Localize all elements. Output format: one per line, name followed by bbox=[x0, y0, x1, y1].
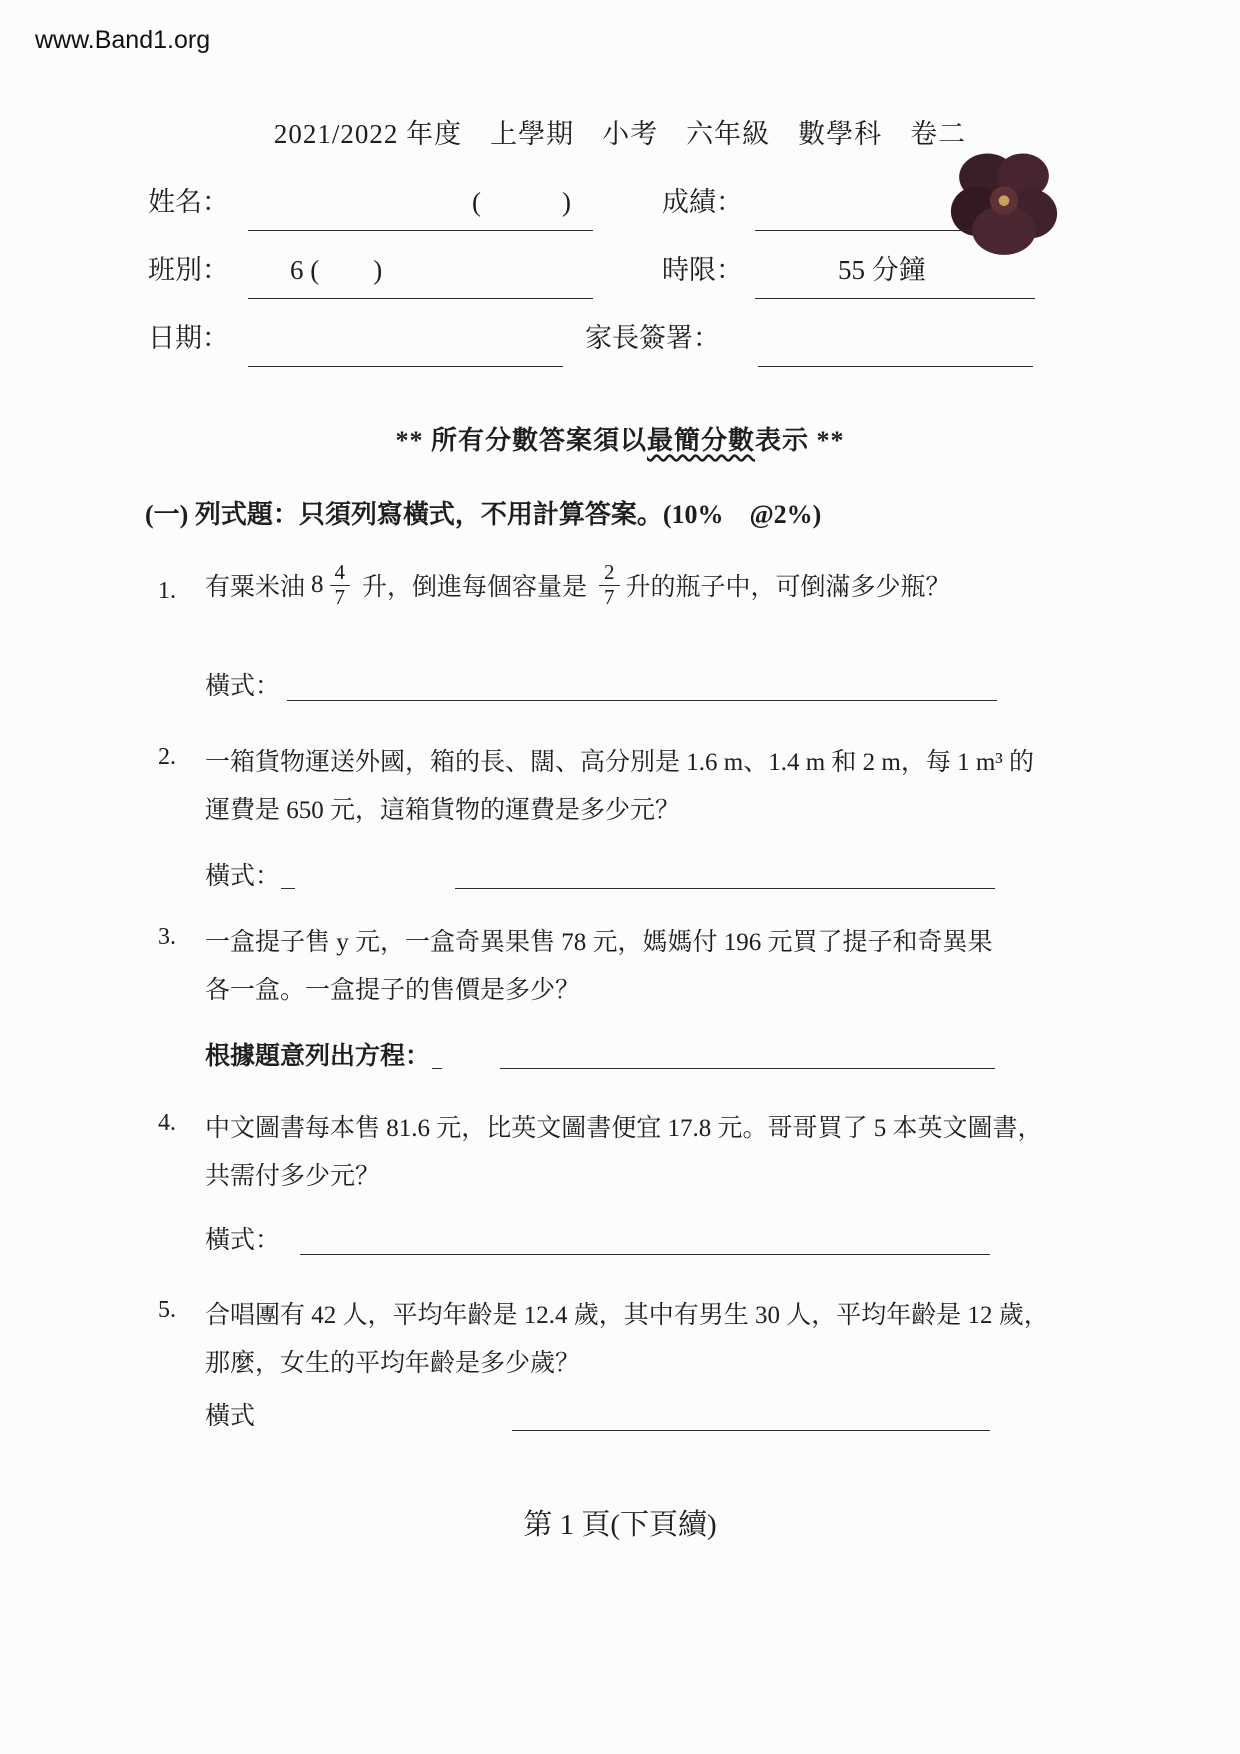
question-2-answer-line bbox=[455, 888, 995, 889]
fraction-notice bbox=[0, 420, 1240, 457]
question-2-line2: 運費是 650 元，這箱貨物的運費是多少元？ bbox=[205, 797, 681, 824]
flower-image bbox=[945, 142, 1063, 264]
class-value: 6 ( ) bbox=[290, 255, 383, 285]
date-line bbox=[248, 366, 563, 367]
question-2-answer-mark bbox=[281, 888, 295, 889]
page-footer: 第 1 頁(下頁續) bbox=[523, 1509, 717, 1541]
question-1-text bbox=[205, 552, 957, 618]
class-label: 班別： bbox=[148, 255, 229, 285]
question-4-number: 4. bbox=[158, 1110, 176, 1136]
question-2-answer-label: 橫式： bbox=[205, 863, 281, 890]
question-5-number: 5. bbox=[158, 1297, 176, 1323]
question-1-part1: 有粟米油 bbox=[205, 574, 306, 601]
time-limit-label: 時限： bbox=[662, 255, 743, 285]
score-line bbox=[755, 230, 1035, 231]
time-limit-line bbox=[755, 298, 1035, 299]
question-4-answer-label: 橫式： bbox=[205, 1227, 281, 1254]
question-1-answer-line bbox=[287, 700, 997, 701]
question-3-answer-mark bbox=[432, 1068, 442, 1069]
fraction-2-7 bbox=[599, 561, 620, 609]
question-2-line1: 一箱貨物運送外國，箱的長、闊、高分別是 1.6 m、1.4 m 和 2 m，每 1 m³ 的 bbox=[205, 749, 1035, 776]
notice-underlined-term: 最簡分數 bbox=[646, 426, 755, 455]
time-limit-value: 55 分鐘 bbox=[838, 255, 926, 285]
question-4-line1: 中文圖書每本售 81.6 元，比英文圖書便宜 17.8 元。哥哥買了 5 本英文圖書， bbox=[205, 1115, 1043, 1142]
question-1-answer-label: 橫式： bbox=[205, 673, 281, 700]
question-1-number: 1. bbox=[158, 578, 176, 604]
page-title: 2021/2022 年度 上學期 小考 六年級 數學科 卷二 bbox=[273, 119, 967, 149]
question-3-line1: 一盒提子售 y 元，一盒奇異果售 78 元，媽媽付 196 元買了提子和奇異果 bbox=[205, 929, 993, 956]
name-paren: ( ) bbox=[472, 187, 571, 217]
pansy-flower-icon bbox=[945, 142, 1063, 264]
class-line bbox=[248, 298, 593, 299]
fraction-denominator: 7 bbox=[599, 585, 620, 610]
notice-prefix: ** 所有分數答案須以 bbox=[395, 426, 647, 455]
notice-suffix: 表示 ** bbox=[755, 426, 845, 455]
question-5-line1: 合唱團有 42 人，平均年齡是 12.4 歲，其中有男生 30 人，平均年齡是 12 歲， bbox=[205, 1302, 1049, 1329]
section-1-heading: (一) 列式題：只須列寫橫式，不用計算答案。(10% @2%) bbox=[145, 500, 822, 529]
question-4-line2: 共需付多少元？ bbox=[205, 1163, 381, 1190]
watermark: www.Band1.org bbox=[35, 26, 211, 54]
question-5-answer-line bbox=[512, 1430, 990, 1431]
question-4-answer-line bbox=[300, 1254, 990, 1255]
date-label: 日期： bbox=[148, 323, 229, 353]
name-line bbox=[248, 230, 593, 231]
fraction-denominator: 7 bbox=[330, 585, 351, 610]
question-1-part2: 升，倒進每個容量是 bbox=[362, 574, 588, 601]
name-label: 姓名： bbox=[148, 187, 229, 217]
fraction-4-7 bbox=[330, 561, 351, 609]
question-5-answer-label: 橫式 bbox=[205, 1403, 256, 1430]
score-label: 成績： bbox=[662, 187, 743, 217]
question-3-line2: 各一盒。一盒提子的售價是多少？ bbox=[205, 977, 581, 1004]
question-3-answer-label: 根據題意列出方程： bbox=[205, 1043, 431, 1070]
fraction-numerator: 2 bbox=[604, 559, 615, 584]
mixed-number-whole: 8 bbox=[311, 571, 324, 598]
parent-signature-line bbox=[758, 366, 1033, 367]
parent-signature-label: 家長簽署： bbox=[585, 323, 720, 353]
question-1-part3: 升的瓶子中，可倒滿多少瓶？ bbox=[625, 574, 951, 601]
question-2-number: 2. bbox=[158, 744, 176, 770]
question-5-line2: 那麼，女生的平均年齡是多少歲？ bbox=[205, 1350, 581, 1377]
question-3-number: 3. bbox=[158, 924, 176, 950]
question-3-answer-line bbox=[500, 1068, 995, 1069]
fraction-numerator: 4 bbox=[334, 559, 346, 584]
mixed-number bbox=[311, 561, 356, 609]
